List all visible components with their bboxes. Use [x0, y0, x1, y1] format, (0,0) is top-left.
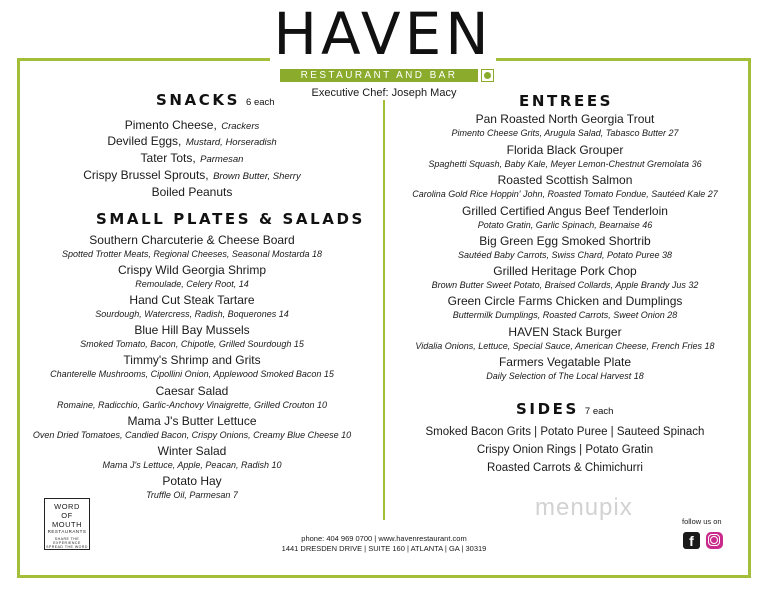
menu-item: Hand Cut Steak Tartare Sourdough, Watercress, Radish, Boquerones 14 [95, 293, 289, 319]
logo-circle-icon [481, 69, 494, 82]
menu-item: Crispy Wild Georgia Shrimp Remoulade, Celery Root, 14 [117, 263, 267, 289]
menu-item: Florida Black Grouper Spaghetti Squash, Baby Kale, Meyer Lemon-Chestnut Gremolata 36 [428, 143, 702, 169]
menu-item: Pan Roasted North Georgia Trout Pimento Cheese Grits, Arugula Salad, Tabasco Butter 27 [451, 112, 679, 138]
sides-line: Roasted Carrots & Chimichurri [487, 462, 643, 474]
menu-item: HAVEN Stack Burger Vidalia Onions, Lettuce, Special Sauce, American Cheese, French Fries 18 [415, 325, 715, 351]
menu-item: Deviled Eggs, Mustard, Horseradish [107, 134, 277, 148]
menu-item: Roasted Scottish Salmon Carolina Gold Rice Hoppin' John, Roasted Tomato Fondue, Sautéed Kale 27 [412, 173, 718, 199]
menu-item: Southern Charcuterie & Cheese Board Spotted Trotter Meats, Regional Cheeses, Seasonal Mostarda 18 [62, 233, 322, 259]
menu-item: Potato Hay Truffle Oil, Parmesan 7 [146, 474, 238, 500]
menu-item: Grilled Certified Angus Beef Tenderloin Potato Gratin, Garlic Spinach, Bearnaise 46 [462, 204, 668, 230]
footer-address: 1441 DRESDEN DRIVE | SUITE 160 | ATLANTA | GA | 30319 [281, 544, 487, 553]
menu-item: Blue Hill Bay Mussels Smoked Tomato, Bacon, Chipotle, Grilled Sourdough 15 [80, 323, 304, 349]
facebook-icon[interactable]: f [683, 532, 700, 549]
sides-heading: SIDES 7 each [516, 400, 614, 418]
instagram-icon[interactable] [706, 532, 723, 549]
menu-item: Pimento Cheese, Crackers [124, 118, 260, 132]
logo-wordmark: HAVEN [273, 0, 493, 68]
menu-item: Mama J's Butter Lettuce Oven Dried Tomatoes, Candied Bacon, Crispy Onions, Creamy Blue Cheese 10 [32, 414, 352, 440]
small-plates-heading: SMALL PLATES & SALADS [96, 210, 365, 228]
menupix-watermark: menupix [535, 494, 633, 521]
snacks-heading: SNACKS 6 each [156, 91, 275, 109]
menu-item: Timmy's Shrimp and Grits Chanterelle Mushrooms, Cipollini Onion, Applewood Smoked Bacon 15 [50, 353, 334, 379]
executive-chef: Executive Chef: Joseph Macy [311, 87, 457, 99]
logo [270, 0, 496, 81]
logo-tagline: RESTAURANT AND BAR [280, 69, 478, 82]
word-of-mouth-badge: WORD OF MOUTH RESTAURANTS SHARE THE EXPERIENCE SPREAD THE WORD [44, 498, 90, 550]
entrees-heading: ENTREES [519, 92, 614, 110]
menu-item: Farmers Vegatable Plate Daily Selection of The Local Harvest 18 [486, 355, 644, 381]
menu-item: Winter Salad Mama J's Lettuce, Apple, Peacan, Radish 10 [102, 444, 282, 470]
sides-line: Smoked Bacon Grits | Potato Puree | Sauteed Spinach [425, 426, 705, 438]
menu-item: Grilled Heritage Pork Chop Brown Butter Sweet Potato, Braised Collards, Apple Brandy Jus 32 [431, 264, 699, 290]
menu-item: Green Circle Farms Chicken and Dumplings Buttermilk Dumplings, Roasted Carrots, Sweet Onion 28 [447, 294, 683, 320]
menu-item: Boiled Peanuts [151, 185, 233, 199]
sides-line: Crispy Onion Rings | Potato Gratin [476, 444, 654, 456]
column-divider [383, 100, 385, 520]
menu-item: Caesar Salad Romaine, Radicchio, Garlic-Anchovy Vinaigrette, Grilled Crouton 10 [57, 384, 327, 410]
follow-us-label: follow us on [682, 517, 722, 526]
menu-item: Big Green Egg Smoked Shortrib Sautéed Baby Carrots, Swiss Chard, Potato Puree 38 [457, 234, 673, 260]
footer-contact: phone: 404 969 0700 | www.havenrestaurant.com [301, 534, 467, 543]
menu-item: Tater Tots, Parmesan [140, 151, 244, 165]
menu-item: Crispy Brussel Sprouts, Brown Butter, Sherry [83, 168, 301, 182]
